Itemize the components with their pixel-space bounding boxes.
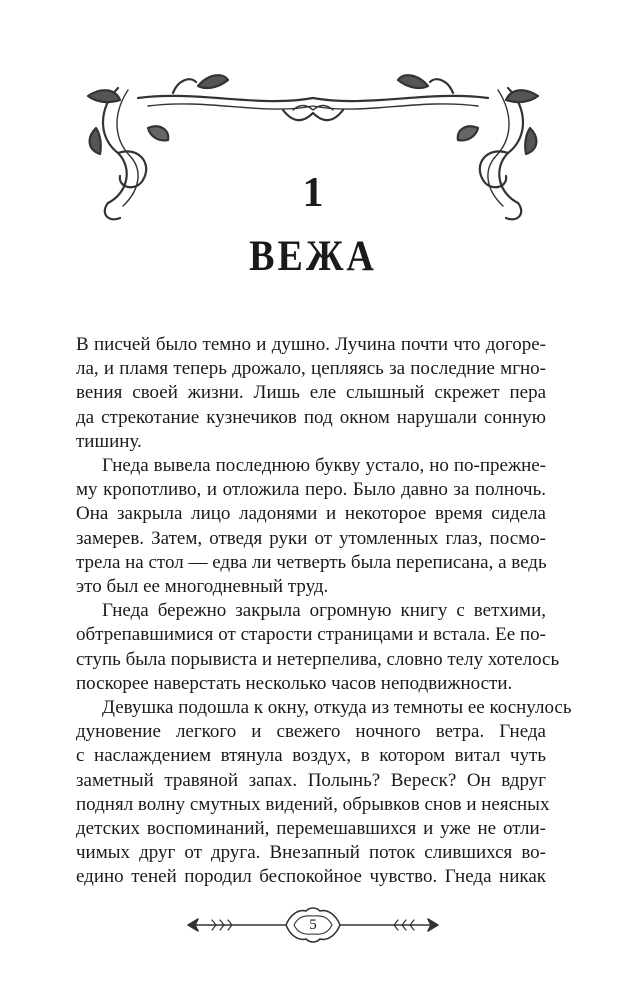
- paragraph: [76, 333, 546, 454]
- paragraph: [76, 454, 546, 599]
- text-line: му кропотливо, и отложила перо. Было давно за полночь.: [76, 479, 546, 501]
- text-line: это был ее многодневный труд.: [76, 576, 329, 598]
- text-line: едино теней породил беспокойное чувство. Гнеда никак: [76, 866, 546, 888]
- chapter-title: ВЕЖА: [249, 231, 377, 281]
- text-line: обтрепавшимися от старости страницами и встала. Ее по-: [76, 624, 546, 646]
- text-line: Гнеда бережно закрыла огромную книгу с ветхими,: [102, 600, 546, 622]
- body-text: [76, 333, 572, 890]
- text-line: Девушка подошла к окну, откуда из темноты ее коснулось: [102, 697, 572, 719]
- page-number: 5: [309, 917, 317, 933]
- chapter-number: 1: [302, 170, 324, 216]
- text-line: вения своей жизни. Лишь еле слышный скрежет пера: [76, 382, 546, 404]
- text-line: замерев. Затем, отведя руки от утомленных глаз, посмо-: [76, 527, 546, 549]
- text-line: заметный травяной запах. Полынь? Вереск? Он вдруг: [76, 769, 546, 791]
- text-line: трела на стол — едва ли четверть была переписана, а ведь: [76, 551, 547, 573]
- text-line: В писчей было темно и душно. Лучина почти что догоре-: [76, 334, 546, 355]
- paragraph: [76, 599, 560, 696]
- text-line: детских воспоминаний, перемешавшихся и уже не отли-: [76, 818, 546, 840]
- text-line: да стрекотание кузнечиков под окном нарушали сонную: [76, 406, 546, 428]
- text-line: поскорее наверстать несколько часов неподвижности.: [76, 672, 513, 694]
- text-line: ступь была порывиста и нетерпелива, словно телу хотелось: [76, 648, 560, 670]
- text-line: поднял волну смутных видений, обрывков снов и неясных: [76, 793, 550, 815]
- text-line: Она закрыла лицо ладонями и некоторое время сидела: [76, 503, 546, 525]
- text-line: ла, и пламя теперь дрожало, цепляясь за последние мгно-: [76, 358, 546, 380]
- paragraph: [76, 696, 572, 890]
- text-line: Гнеда вывела последнюю букву устало, но по-прежне-: [102, 455, 546, 477]
- text-line: с наслаждением втянула воздух, в котором витал чуть: [76, 745, 546, 767]
- text-line: чимых друг от друга. Внезапный поток слившихся во-: [76, 842, 546, 864]
- text-line: дуновение легкого и свежего ночного ветра. Гнеда: [76, 721, 546, 743]
- text-line: тишину.: [76, 430, 142, 452]
